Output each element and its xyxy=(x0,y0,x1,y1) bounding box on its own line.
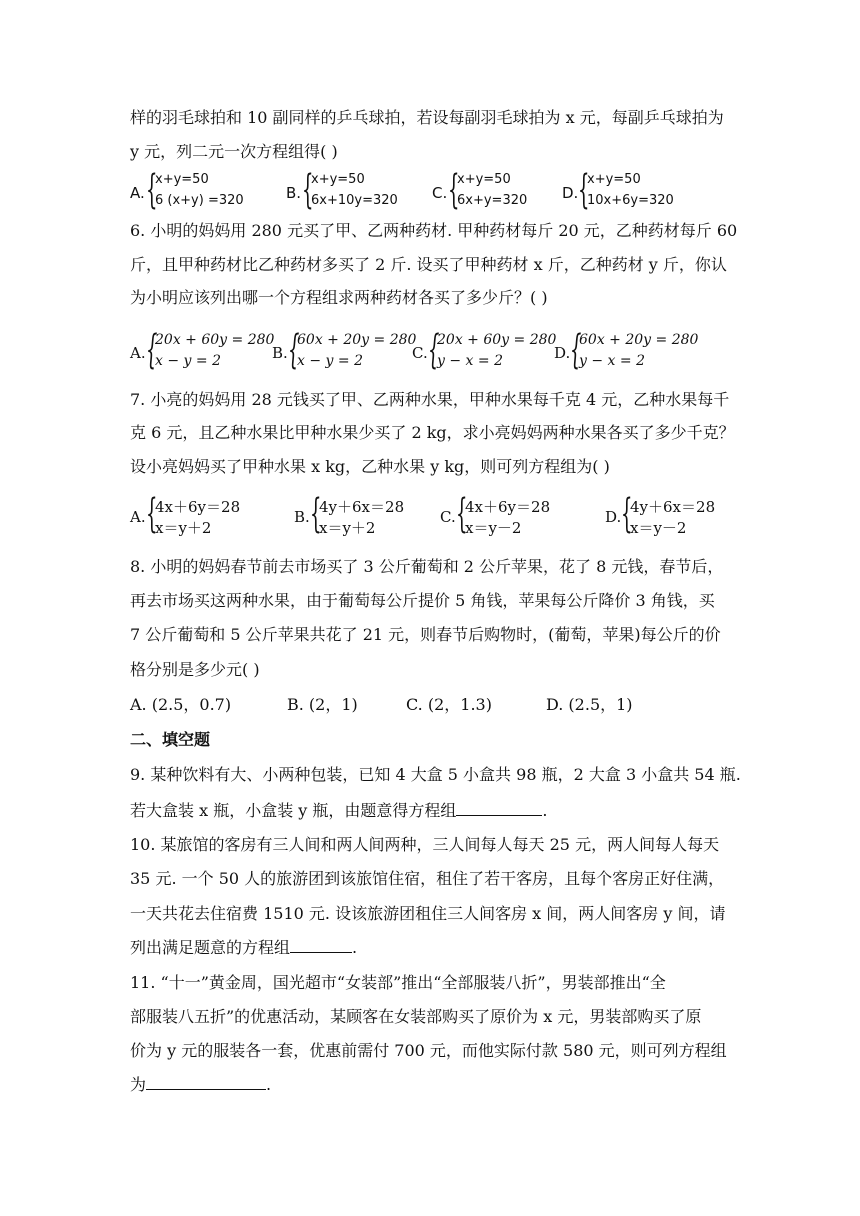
q8-line-2: 再去市场买这两种水果，由于葡萄每公斤提价 5 角钱，苹果每公斤降价 3 角钱，买 xyxy=(130,591,715,610)
option-label: D. xyxy=(605,508,622,526)
brace-icon: { xyxy=(288,327,300,373)
q11-line-2: 部服装八五折”的优惠活动，某顾客在女装部购买了原价为 x 元，男装部购买了原 xyxy=(130,1007,702,1026)
q9-text: 若大盒装 x 瓶，小盒装 y 瓶，由题意得方程组 xyxy=(130,801,457,820)
q8-line-3: 7 公斤葡萄和 5 公斤苹果共花了 21 元，则春节后购物时，(葡萄，苹果)每公斤的价 xyxy=(130,625,721,644)
q10-line-2: 35 元. 一个 50 人的旅游团到该旅馆住宿，租住了若干客房，且每个客房正好住满， xyxy=(130,869,725,888)
q8-option-c[interactable]: C. (2，1.3) xyxy=(406,695,492,714)
brace-icon: { xyxy=(448,167,460,213)
equation-2: x＝y－2 xyxy=(630,519,687,537)
equation-1: 20x + 60y = 280 xyxy=(437,332,557,348)
q5-line-2: y 元，列二元一次方程组得( ) xyxy=(130,142,338,161)
equation-1: 60x + 20y = 280 xyxy=(579,332,699,348)
q7-line-1: 7. 小亮的妈妈用 28 元钱买了甲、乙两种水果，甲种水果每千克 4 元，乙种水果每千 xyxy=(130,390,730,409)
option-label: C. xyxy=(440,508,456,526)
equation-2: y − x = 2 xyxy=(579,353,645,369)
equation-2: x＝y＋2 xyxy=(155,519,212,537)
answer-blank[interactable] xyxy=(456,799,542,816)
brace-icon: { xyxy=(146,167,158,213)
q6-line-2: 斤，且甲种药材比乙种药材多买了 2 斤. 设买了甲种药材 x 斤，乙种药材 y 斤，你认 xyxy=(130,255,727,274)
equation-2: 6x+y=320 xyxy=(457,193,528,208)
q10-line-3: 一天共花去住宿费 1510 元. 设该旅游团租住三人间客房 x 间，两人间客房 y 间，请 xyxy=(130,904,726,923)
equation-2: x＝y＋2 xyxy=(319,519,376,537)
equation-1: 20x + 60y = 280 xyxy=(155,332,275,348)
q10-line-4 xyxy=(130,936,357,959)
q11-line-4 xyxy=(130,1073,271,1096)
equation-2: x＝y－2 xyxy=(465,519,522,537)
option-label: A. xyxy=(130,344,146,362)
q11-line-3: 价为 y 元的服装各一套，优惠前需付 700 元，而他实际付款 580 元，则可列方程组 xyxy=(130,1041,727,1060)
answer-blank[interactable] xyxy=(146,1073,266,1090)
equation-2: x − y = 2 xyxy=(297,353,363,369)
equation-1: 4x＋6y＝28 xyxy=(465,498,551,516)
brace-icon: { xyxy=(146,491,158,537)
option-label: D. xyxy=(562,184,579,202)
q10-period: . xyxy=(352,938,358,957)
option-label: B. xyxy=(272,344,288,362)
option-label: B. xyxy=(286,184,302,202)
option-label: A. xyxy=(130,184,145,202)
option-label: A. xyxy=(130,508,146,526)
q11-text: 为 xyxy=(130,1075,147,1094)
q10-text: 列出满足题意的方程组 xyxy=(130,938,291,957)
equation-2: x − y = 2 xyxy=(155,353,221,369)
q8-option-a[interactable]: A. (2.5，0.7) xyxy=(130,695,232,714)
equation-1: x+y=50 xyxy=(457,172,511,187)
option-label: C. xyxy=(412,344,428,362)
option-label: C. xyxy=(432,184,448,202)
equation-2: 6 (x+y) =320 xyxy=(155,193,244,208)
q8-line-1: 8. 小明的妈妈春节前去市场买了 3 公斤葡萄和 2 公斤苹果，花了 8 元钱，春节后， xyxy=(130,557,724,576)
q10-line-1: 10. 某旅馆的客房有三人间和两人间两种，三人间每人每天 25 元，两人间每人每天 xyxy=(130,835,720,854)
equation-1: 60x + 20y = 280 xyxy=(297,332,417,348)
equation-1: 4y＋6x＝28 xyxy=(319,498,405,516)
equation-1: 4y＋6x＝28 xyxy=(630,498,716,516)
q5-line-1: 样的羽毛球拍和 10 副同样的乒乓球拍，若设每副羽毛球拍为 x 元，每副乒乓球拍为 xyxy=(130,108,724,127)
brace-icon: { xyxy=(578,167,590,213)
brace-icon: { xyxy=(621,491,633,537)
q8-line-4: 格分别是多少元( ) xyxy=(130,660,260,679)
q6-line-3: 为小明应该列出哪一个方程组求两种药材各买了多少斤？( ) xyxy=(130,288,548,307)
equation-2: 10x+6y=320 xyxy=(587,193,674,208)
section-heading: 二、填空题 xyxy=(130,730,211,749)
brace-icon: { xyxy=(310,491,322,537)
q9-period: . xyxy=(542,801,548,820)
brace-icon: { xyxy=(428,327,440,373)
equation-2: y − x = 2 xyxy=(437,353,503,369)
answer-blank[interactable] xyxy=(290,936,352,953)
equation-1: 4x＋6y＝28 xyxy=(155,498,241,516)
equation-2: 6x+10y=320 xyxy=(311,193,398,208)
q11-line-1: 11. “十一”黄金周，国光超市“女装部”推出“全部服装八折”，男装部推出“全 xyxy=(130,973,666,992)
q7-line-3: 设小亮妈妈买了甲种水果 x kg，乙种水果 y kg，则可列方程组为( ) xyxy=(130,457,610,476)
q7-line-2: 克 6 元，且乙种水果比甲种水果少买了 2 kg，求小亮妈妈两种水果各买了多少千克？ xyxy=(130,423,735,442)
equation-1: x+y=50 xyxy=(587,172,641,187)
brace-icon: { xyxy=(570,327,582,373)
option-label: D. xyxy=(554,344,571,362)
option-label: B. xyxy=(294,508,310,526)
q6-line-1: 6. 小明的妈妈用 280 元买了甲、乙两种药材. 甲种药材每斤 20 元，乙种药材每斤 60 xyxy=(130,221,738,240)
q11-period: . xyxy=(266,1075,272,1094)
q9-line-2 xyxy=(130,799,548,822)
brace-icon: { xyxy=(456,491,468,537)
q8-option-d[interactable]: D. (2.5，1) xyxy=(546,695,633,714)
equation-1: x+y=50 xyxy=(155,172,209,187)
brace-icon: { xyxy=(302,167,314,213)
q8-option-b[interactable]: B. (2，1) xyxy=(287,695,358,714)
brace-icon: { xyxy=(146,327,158,373)
equation-1: x+y=50 xyxy=(311,172,365,187)
q9-line-1: 9. 某种饮料有大、小两种包装，已知 4 大盒 5 小盒共 98 瓶，2 大盒 3 小盒共 54 瓶. xyxy=(130,765,741,784)
